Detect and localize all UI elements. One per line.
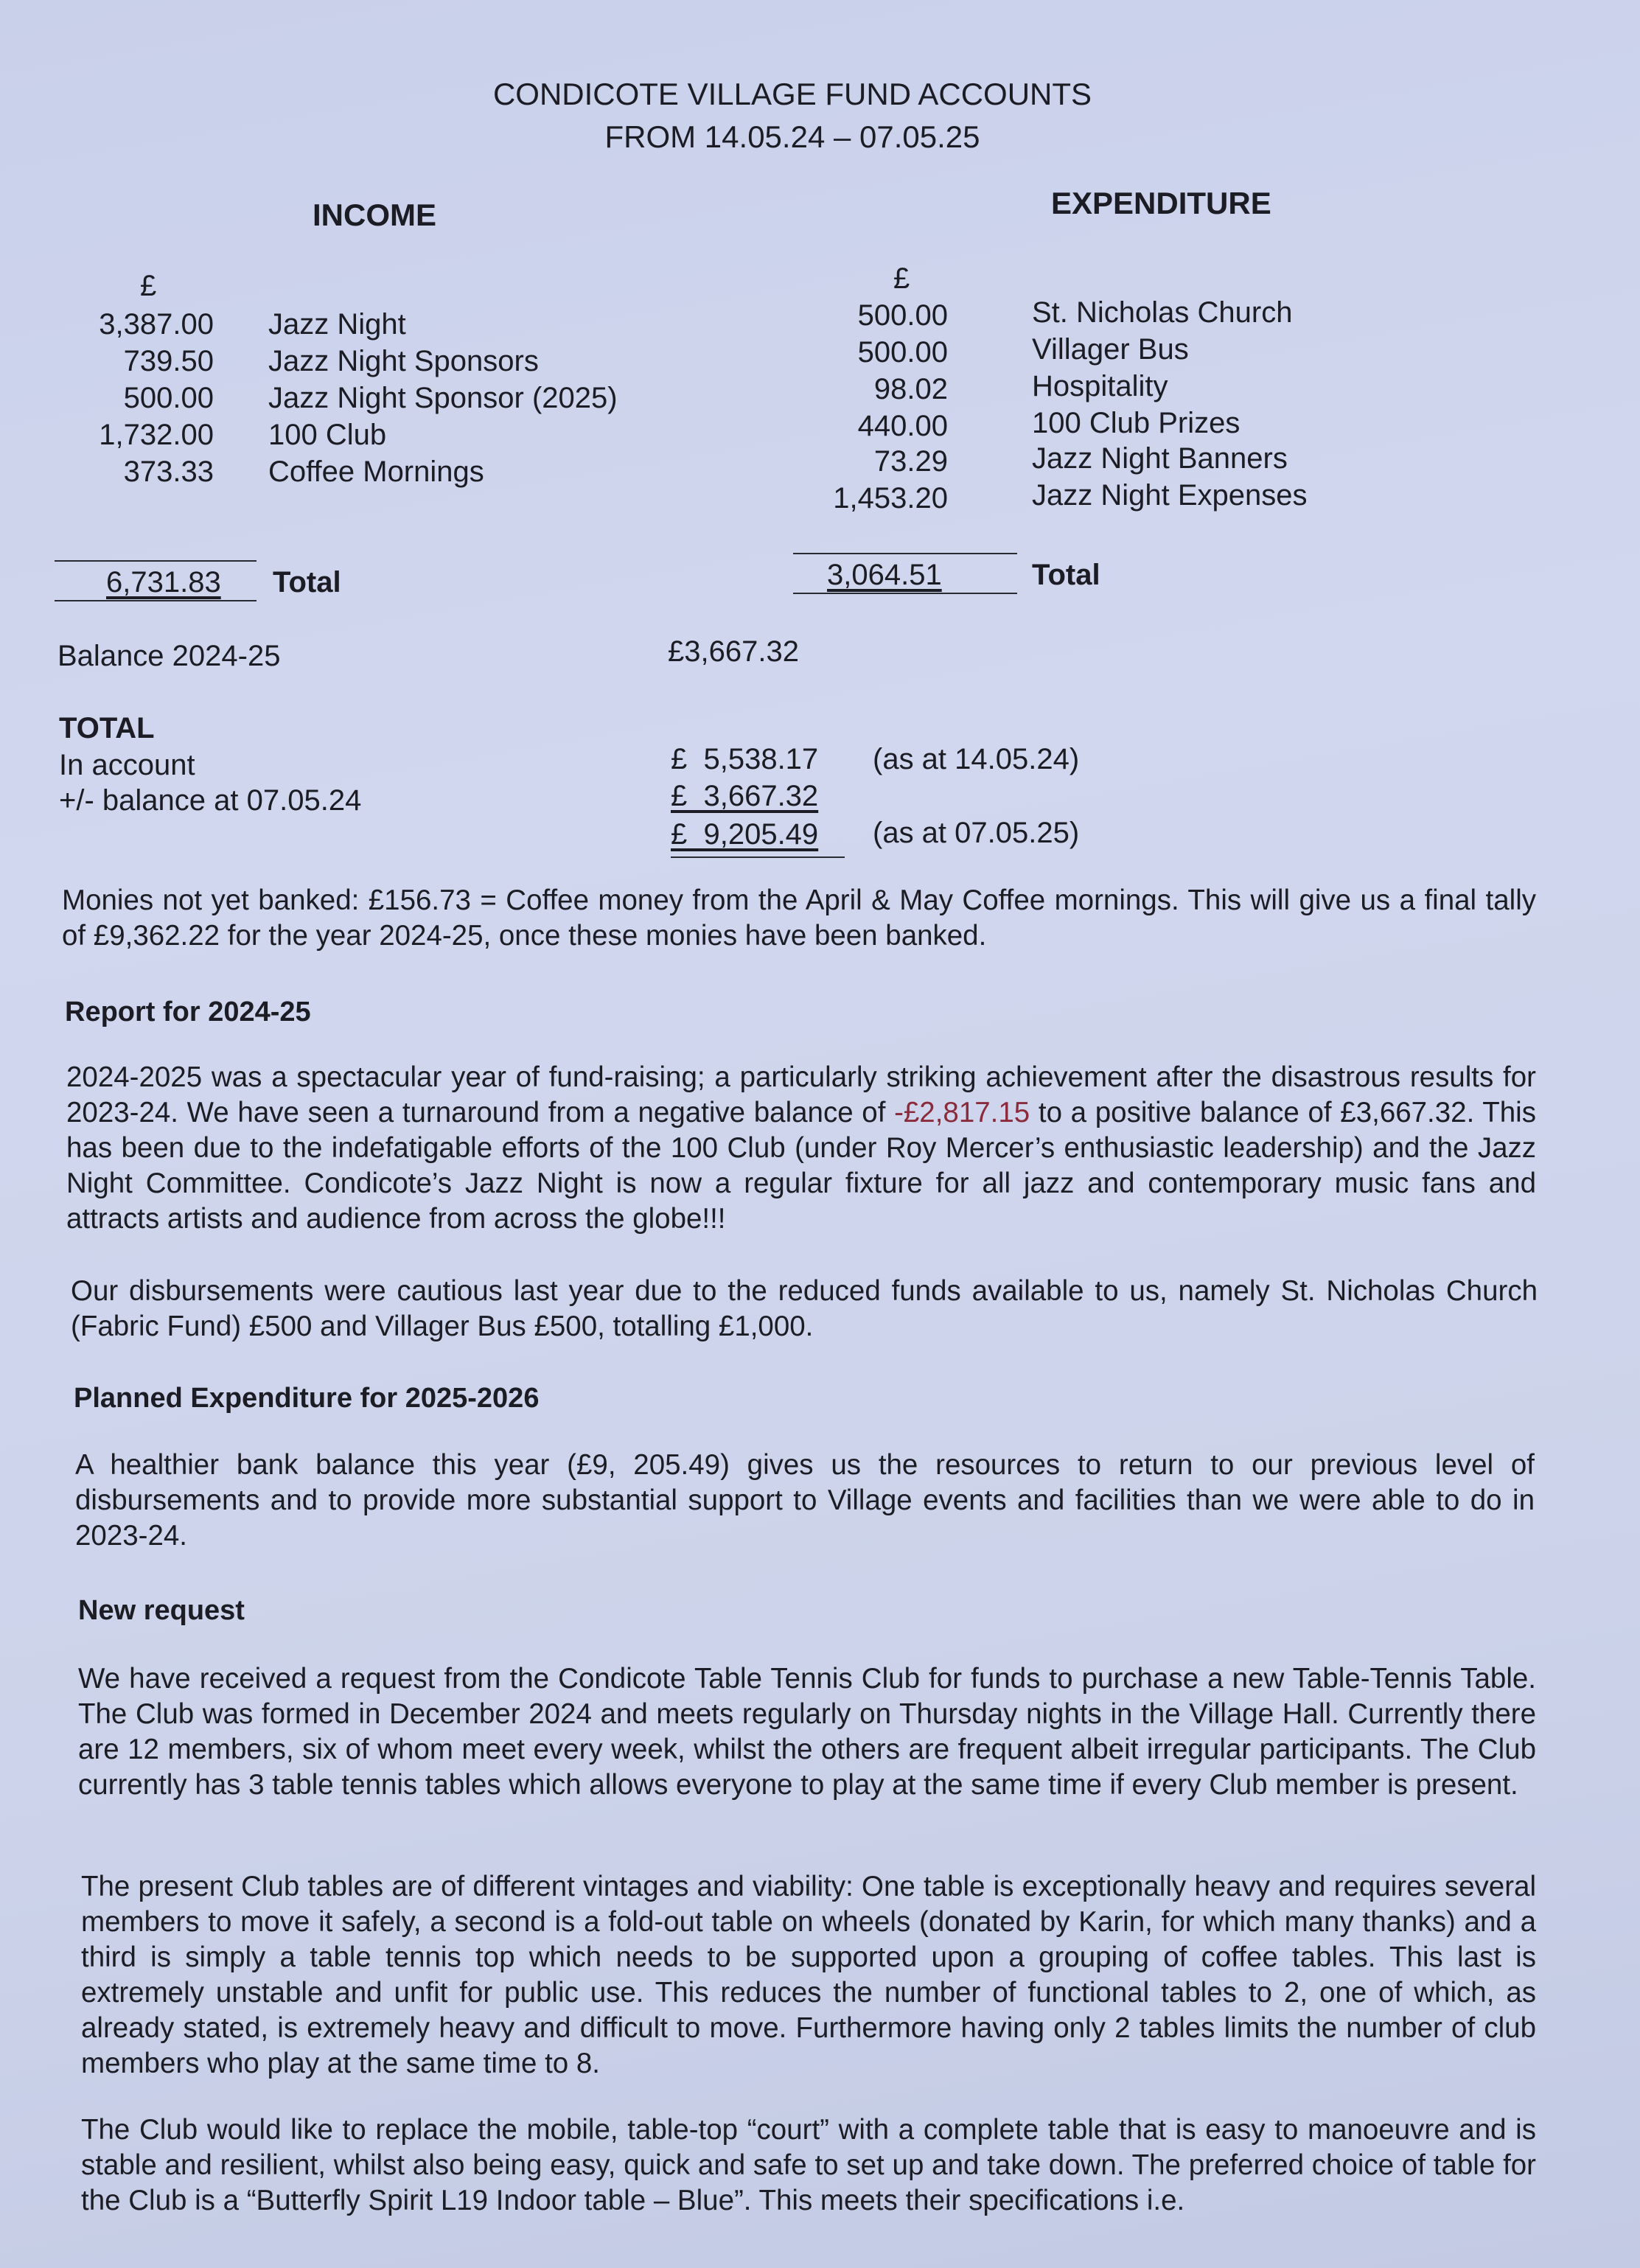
planned-expenditure-heading: Planned Expenditure for 2025-2026	[74, 1383, 540, 1414]
income-heading: INCOME	[313, 198, 436, 232]
income-total-amount: 6,731.83	[106, 566, 221, 599]
report-paragraph-1	[66, 1060, 1536, 1237]
income-row-label: Jazz Night	[268, 308, 406, 341]
totals-heading: TOTAL	[59, 712, 155, 744]
expenditure-row-label: St. Nicholas Church	[1032, 296, 1293, 329]
report-text-before: 2024-2025 was a spectacular year of fund-raising; a particularly striking achievement after the disastrous results for 2023-24. We have seen a turnaround from a negative balance of	[66, 1061, 1536, 1128]
balance-change-label: +/- balance at 07.05.24	[59, 784, 362, 817]
expenditure-row-amount: 440.00	[857, 410, 948, 442]
balance-change-value: £ 3,667.32	[671, 780, 819, 812]
monies-not-banked-note: Monies not yet banked: £156.73 = Coffee money from the April & May Coffee mornings. This will give us a final tally of £9,362.22 for the year 2024-25, once these monies have been banked.	[62, 884, 1536, 952]
expenditure-row-amount: 73.29	[873, 445, 948, 478]
expenditure-heading: EXPENDITURE	[1051, 186, 1271, 220]
income-row-amount: 373.33	[123, 456, 214, 488]
final-total-value: £ 9,205.49	[671, 818, 819, 851]
planned-expenditure-paragraph: A healthier bank balance this year (£9, 205.49) gives us the resources to return to our previous level of disbursements and to provide more substantial support to Village events and facilities than we were able to do in 2023-24.	[75, 1449, 1535, 1552]
balance-value: £3,667.32	[668, 635, 799, 668]
document-title: CONDICOTE VILLAGE FUND ACCOUNTS	[492, 77, 1092, 111]
expenditure-row-label: Hospitality	[1032, 370, 1168, 402]
income-row-label: Jazz Night Sponsor (2025)	[268, 382, 618, 414]
report-text-after: to a positive balance of £3,667.32. This has been due to the indefatigable efforts of the 100 Club (under Roy Mercer’s enthusiastic leadership) and the Jazz Night Committee. Condicote’s Jazz Night is now a regular fixture for all jazz and contemporary music fans and attracts artists and audience from across the globe!!!	[66, 1097, 1536, 1235]
new-request-paragraph-2: The present Club tables are of different vintages and viability: One table is exceptionally heavy and requires several members to move it safely, a second is a fold-out table on wheels (donated by Karin, for which many thanks) and a third is simply a table tennis top which needs to be supported upon a grouping of coffee tables. This last is extremely unstable and unfit for public use. This reduces the number of functional tables to 2, one of which, as already stated, is extremely heavy and difficult to move. Furthermore having only 2 tables limits the number of club members who play at the same time to 8.	[81, 1871, 1536, 2079]
balance-label: Balance 2024-25	[57, 640, 281, 672]
expenditure-row-amount: 500.00	[857, 299, 948, 332]
in-account-label: In account	[59, 749, 195, 781]
final-total-note: (as at 07.05.25)	[873, 817, 1080, 849]
accounts-period: FROM 14.05.24 – 07.05.25	[604, 119, 980, 154]
expenditure-total-underline	[793, 593, 1017, 594]
final-total-double-rule	[671, 856, 845, 858]
expenditure-row-label: Jazz Night Expenses	[1032, 479, 1308, 512]
income-total-underline	[55, 600, 257, 601]
income-total-label: Total	[273, 566, 341, 599]
in-account-value: £ 5,538.17	[671, 743, 819, 775]
income-row-amount: 739.50	[123, 345, 214, 377]
negative-balance-value: -£2,817.15	[894, 1097, 1030, 1128]
new-request-paragraph-3: The Club would like to replace the mobile, table-top “court” with a complete table that is easy to manoeuvre and is stable and resilient, whilst also being easy, quick and safe to set up and take down. The preferred choice of table for the Club is a “Butterfly Spirit L19 Indoor table – Blue”. This meets their specifications i.e.	[81, 2114, 1536, 2216]
expenditure-row-label: Jazz Night Banners	[1032, 442, 1288, 475]
report-heading: Report for 2024-25	[65, 997, 311, 1027]
income-currency-symbol: £	[140, 270, 157, 302]
expenditure-row-label: Villager Bus	[1032, 333, 1189, 366]
income-total-rule	[55, 560, 257, 562]
expenditure-row-amount: 500.00	[857, 336, 948, 369]
new-request-heading: New request	[78, 1595, 245, 1626]
expenditure-total-amount: 3,064.51	[827, 559, 942, 591]
expenditure-row-label: 100 Club Prizes	[1032, 407, 1241, 439]
income-row-amount: 500.00	[123, 382, 214, 414]
in-account-note: (as at 14.05.24)	[873, 743, 1080, 775]
expenditure-row-amount: 1,453.20	[833, 482, 948, 514]
income-row-amount: 3,387.00	[99, 308, 214, 341]
income-row-label: Jazz Night Sponsors	[268, 345, 539, 377]
expenditure-total-label: Total	[1032, 559, 1100, 591]
income-row-label: Coffee Mornings	[268, 456, 484, 488]
expenditure-currency-symbol: £	[893, 262, 910, 295]
new-request-paragraph-1: We have received a request from the Condicote Table Tennis Club for funds to purchase a new Table-Tennis Table. The Club was formed in December 2024 and meets regularly on Thursday nights in the Village Hall. Currently there are 12 members, six of whom meet every week, whilst the others are frequent albeit irregular participants. The Club currently has 3 table tennis tables which allows everyone to play at the same time if every Club member is present.	[78, 1663, 1536, 1801]
income-row-label: 100 Club	[268, 419, 387, 451]
expenditure-total-rule	[793, 553, 1017, 554]
income-row-amount: 1,732.00	[99, 419, 214, 451]
expenditure-row-amount: 98.02	[873, 373, 948, 405]
report-paragraph-2: Our disbursements were cautious last year due to the reduced funds available to us, namely St. Nicholas Church (Fabric Fund) £500 and Villager Bus £500, totalling £1,000.	[71, 1275, 1538, 1342]
